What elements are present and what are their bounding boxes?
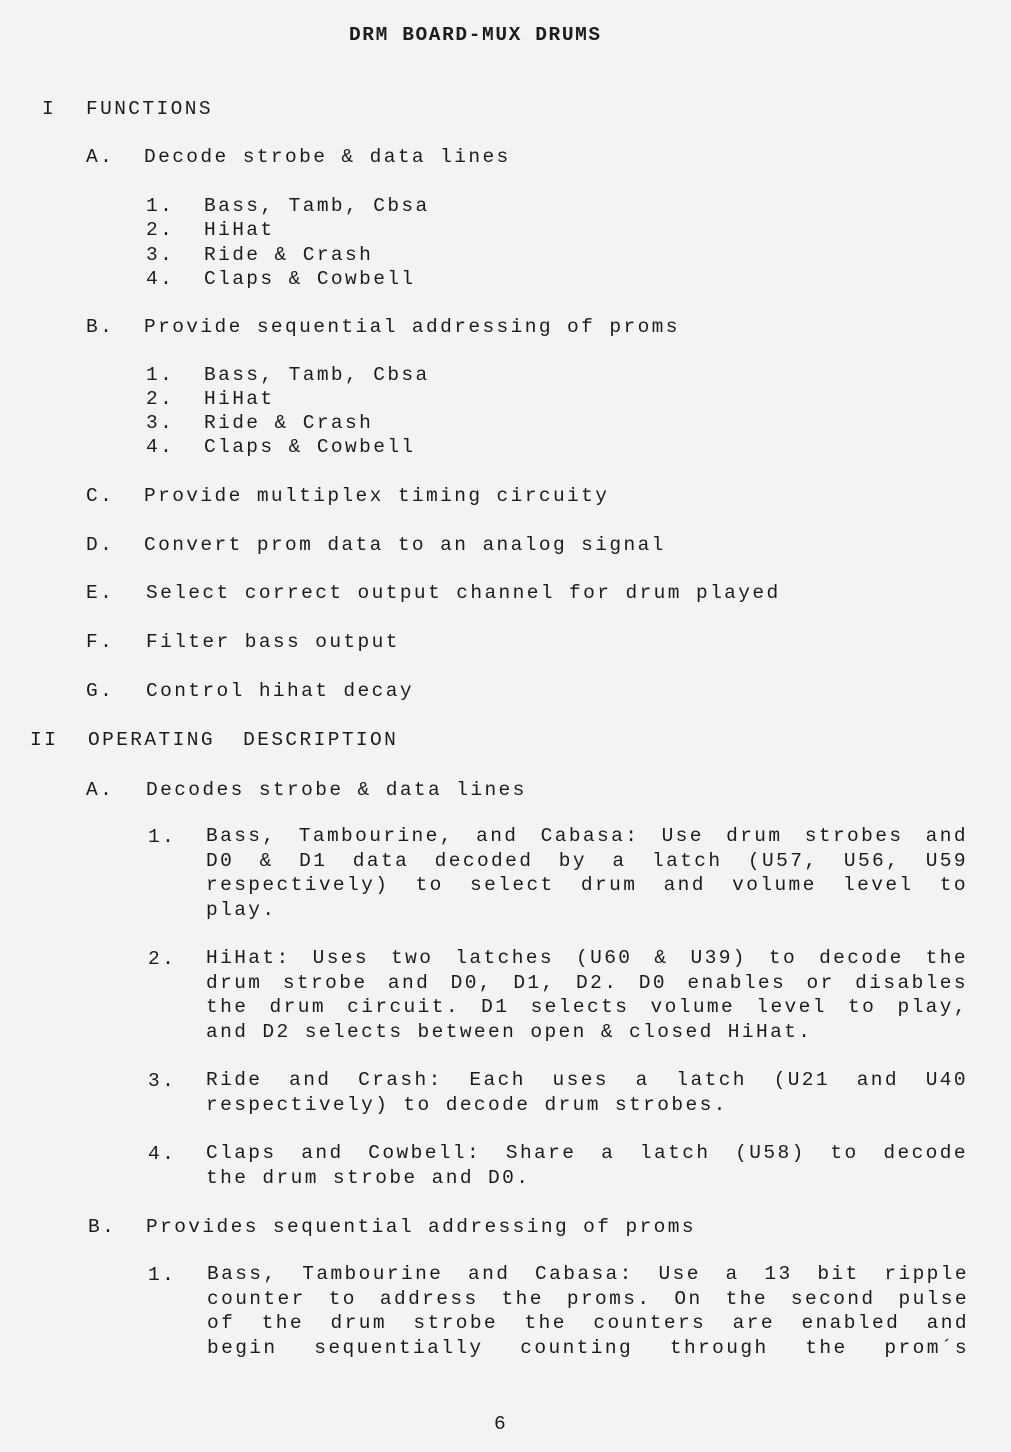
s2-a-item-paragraph: [206, 1068, 968, 1117]
s1-d-text: Convert prom data to an analog signal: [144, 534, 666, 556]
s1-b-item-text: Claps & Cowbell: [204, 436, 416, 458]
paragraph-line: of the drum strobe the counters are enabled and: [207, 1312, 969, 1334]
paragraph-line: counter to address the proms. On the second pulse: [207, 1287, 969, 1310]
paragraph-line: drum strobe and D0, D1, D2. D0 enables or disables: [206, 971, 968, 994]
paragraph-line: respectively) to decode drum strobes.: [206, 1093, 728, 1116]
s1-e-text: Select correct output channel for drum played: [146, 582, 781, 604]
s1-a-item-num: 3.: [146, 244, 175, 266]
s1-g-letter: G.: [86, 680, 115, 702]
s1-b-item-text: HiHat: [204, 388, 275, 410]
s1-a-item-text: Ride & Crash: [204, 244, 374, 266]
s2-a-text: Decodes strobe & data lines: [146, 779, 527, 801]
section-1-heading: FUNCTIONS: [86, 98, 213, 120]
paragraph-line: play.: [206, 898, 277, 921]
s2-a-item-num: 2.: [148, 948, 177, 970]
s1-b-item-num: 4.: [146, 436, 175, 458]
s1-b-text: Provide sequential addressing of proms: [144, 316, 680, 338]
s1-b-item-num: 3.: [146, 412, 175, 434]
s2-a-item-num: 4.: [148, 1143, 177, 1165]
s2-b-text: Provides sequential addressing of proms: [146, 1216, 696, 1238]
s1-a-letter: A.: [86, 146, 115, 168]
s2-a-item-paragraph: [206, 1141, 968, 1190]
s1-a-item-num: 4.: [146, 268, 175, 290]
s1-a-item-text: Bass, Tamb, Cbsa: [204, 195, 430, 217]
s1-e-letter: E.: [86, 582, 115, 604]
s2-a-item-num: 1.: [148, 826, 177, 848]
s1-b-item-num: 1.: [146, 364, 175, 386]
paragraph-line: HiHat: Uses two latches (U60 & U39) to decode the: [206, 947, 968, 969]
s1-f-text: Filter bass output: [146, 631, 400, 653]
section-2-heading: OPERATING DESCRIPTION: [88, 729, 399, 751]
s1-b-item-text: Ride & Crash: [204, 412, 374, 434]
page-number: 6: [494, 1413, 509, 1435]
s2-a-item-num: 3.: [148, 1070, 177, 1092]
s1-c-text: Provide multiplex timing circuity: [144, 485, 610, 507]
s1-a-item-num: 1.: [146, 195, 175, 217]
s1-b-letter: B.: [86, 316, 115, 338]
paragraph-line: and D2 selects between open & closed HiHat.: [206, 1020, 813, 1043]
paragraph-line: the drum strobe and D0.: [206, 1166, 531, 1189]
s1-a-item-text: HiHat: [204, 219, 275, 241]
s2-a-item-paragraph: [206, 946, 968, 1044]
paragraph-line: the drum circuit. D1 selects volume level to play,: [206, 996, 968, 1018]
s1-c-letter: C.: [86, 485, 115, 507]
s1-b-item-text: Bass, Tamb, Cbsa: [204, 364, 430, 386]
s2-a-item-paragraph: [206, 824, 968, 922]
paragraph-line: D0 & D1 data decoded by a latch (U57, U56, U59: [206, 849, 968, 872]
s1-a-item-num: 2.: [146, 219, 175, 241]
paragraph-line: Claps and Cowbell: Share a latch (U58) to decode: [206, 1142, 968, 1164]
s1-a-item-text: Claps & Cowbell: [204, 268, 416, 290]
paragraph-line: respectively) to select drum and volume level to: [206, 874, 968, 896]
s2-b-item-paragraph: [207, 1262, 969, 1360]
paragraph-line: Bass, Tambourine, and Cabasa: Use drum strobes and: [206, 825, 968, 847]
s2-b-item-num: 1.: [148, 1264, 177, 1286]
s1-a-text: Decode strobe & data lines: [144, 146, 511, 168]
page-title: DRM BOARD-MUX DRUMS: [349, 24, 602, 46]
s1-f-letter: F.: [86, 631, 115, 653]
paragraph-line: begin sequentially counting through the prom´s: [207, 1336, 969, 1359]
s1-d-letter: D.: [86, 534, 115, 556]
s2-a-letter: A.: [86, 779, 115, 801]
s1-g-text: Control hihat decay: [146, 680, 414, 702]
section-2-numeral: II: [30, 729, 59, 751]
paragraph-line: Bass, Tambourine and Cabasa: Use a 13 bit ripple: [207, 1263, 969, 1285]
paragraph-line: Ride and Crash: Each uses a latch (U21 and U40: [206, 1069, 968, 1091]
s1-b-item-num: 2.: [146, 388, 175, 410]
s2-b-letter: B.: [88, 1216, 117, 1238]
section-1-numeral: I: [42, 98, 57, 120]
